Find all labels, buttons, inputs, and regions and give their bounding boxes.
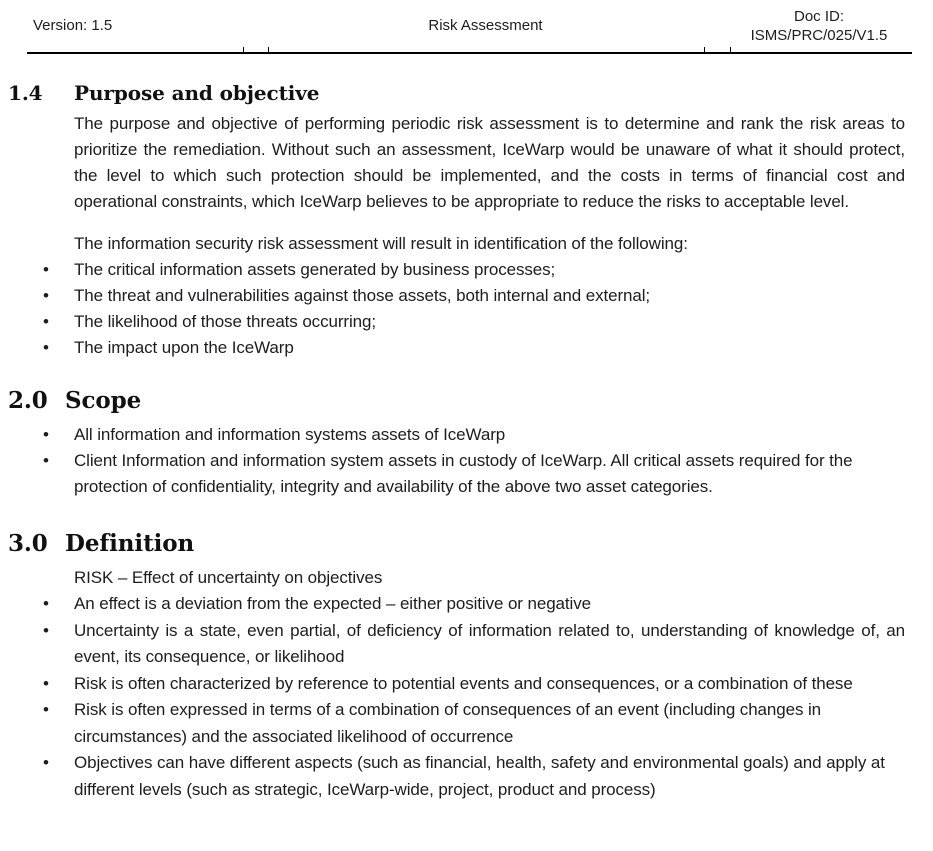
bullet-list — [43, 591, 905, 803]
doc-id-label: Doc ID: — [793, 8, 844, 25]
bullet-icon: • — [43, 620, 49, 640]
table-border-tick — [243, 47, 244, 53]
bullet-icon: • — [43, 286, 49, 305]
bullet-icon: • — [43, 312, 49, 331]
bullet-item: • Risk is often characterized by reference to potential events and consequences, or a combination of these — [40, 671, 905, 698]
document-header — [0, 0, 933, 52]
bullet-list — [43, 257, 905, 361]
bullet-item: • An effect is a deviation from the expected – either positive or negative — [40, 591, 905, 618]
definition-intro: RISK – Effect of uncertainty on objectives — [74, 568, 383, 587]
section-number: 3.0 — [8, 530, 48, 557]
bullet-icon: • — [43, 451, 49, 470]
section-definition — [8, 530, 905, 803]
paragraph: The information security risk assessment will result in identification of the following: — [74, 234, 688, 253]
bullet-item: • The threat and vulnerabilities against those assets, both internal and external; — [40, 283, 905, 309]
bullet-item: • The likelihood of those threats occurring; — [40, 309, 905, 335]
bullet-icon: • — [43, 753, 49, 772]
bullet-icon: • — [43, 594, 49, 613]
bullet-item: • Client Information and information system assets in custody of IceWarp. All critical assets required for the protection of confidentiality, integrity and availability of the above two asset categories. — [40, 448, 905, 500]
table-border-tick — [268, 47, 269, 53]
bullet-item: • The impact upon the IceWarp — [40, 335, 905, 361]
bullet-icon: • — [43, 673, 49, 693]
header-title: Risk Assessment — [428, 17, 543, 34]
section-title: Definition — [65, 530, 195, 557]
doc-id-value: ISMS/PRC/025/V1.5 — [750, 27, 888, 44]
bullet-item: • Uncertainty is a state, even partial, of deficiency of information related to, understanding of knowledge of, an event, its consequence, or likelihood — [40, 618, 905, 671]
header-doc-id — [726, 5, 912, 45]
section-number: 2.0 — [8, 387, 48, 414]
bullet-item: • All information and information systems assets of IceWarp — [40, 422, 905, 448]
bullet-icon: • — [43, 700, 49, 719]
section-number: 1.4 — [8, 81, 43, 105]
document-body — [0, 81, 933, 803]
bullet-item: • Risk is often expressed in terms of a combination of consequences of an event (including changes in circumstances) and the associated likelihood of occurrence — [40, 697, 905, 750]
table-border-tick — [730, 47, 731, 53]
bullet-list — [43, 422, 905, 500]
section-heading — [8, 81, 905, 105]
header-version: Version: 1.5 — [33, 17, 113, 34]
section-scope — [8, 387, 905, 500]
bullet-icon: • — [43, 260, 49, 279]
paragraph: The purpose and objective of performing periodic risk assessment is to determine and rank the risk areas to prioritize the remediation. Without such an assessment, IceWarp would be unaware of what it should protect, the level to which such protection should be implemented, and the costs in terms of financial cost and operational constraints, which IceWarp believes to be appropriate to reduce the risks to acceptable level. — [74, 114, 905, 211]
section-purpose-and-objective — [8, 81, 905, 361]
bullet-icon: • — [43, 338, 49, 357]
table-border-tick — [704, 47, 705, 53]
bullet-icon: • — [43, 425, 49, 444]
section-heading — [8, 387, 905, 415]
bullet-item: • Objectives can have different aspects (such as financial, health, safety and environmental goals) and apply at different levels (such as strategic, IceWarp-wide, project, product and process) — [40, 750, 905, 803]
section-title: Scope — [65, 387, 142, 414]
header-divider — [27, 52, 912, 54]
bullet-item: • The critical information assets generated by business processes; — [40, 257, 905, 283]
section-heading — [8, 530, 905, 558]
section-title: Purpose and objective — [74, 81, 320, 105]
